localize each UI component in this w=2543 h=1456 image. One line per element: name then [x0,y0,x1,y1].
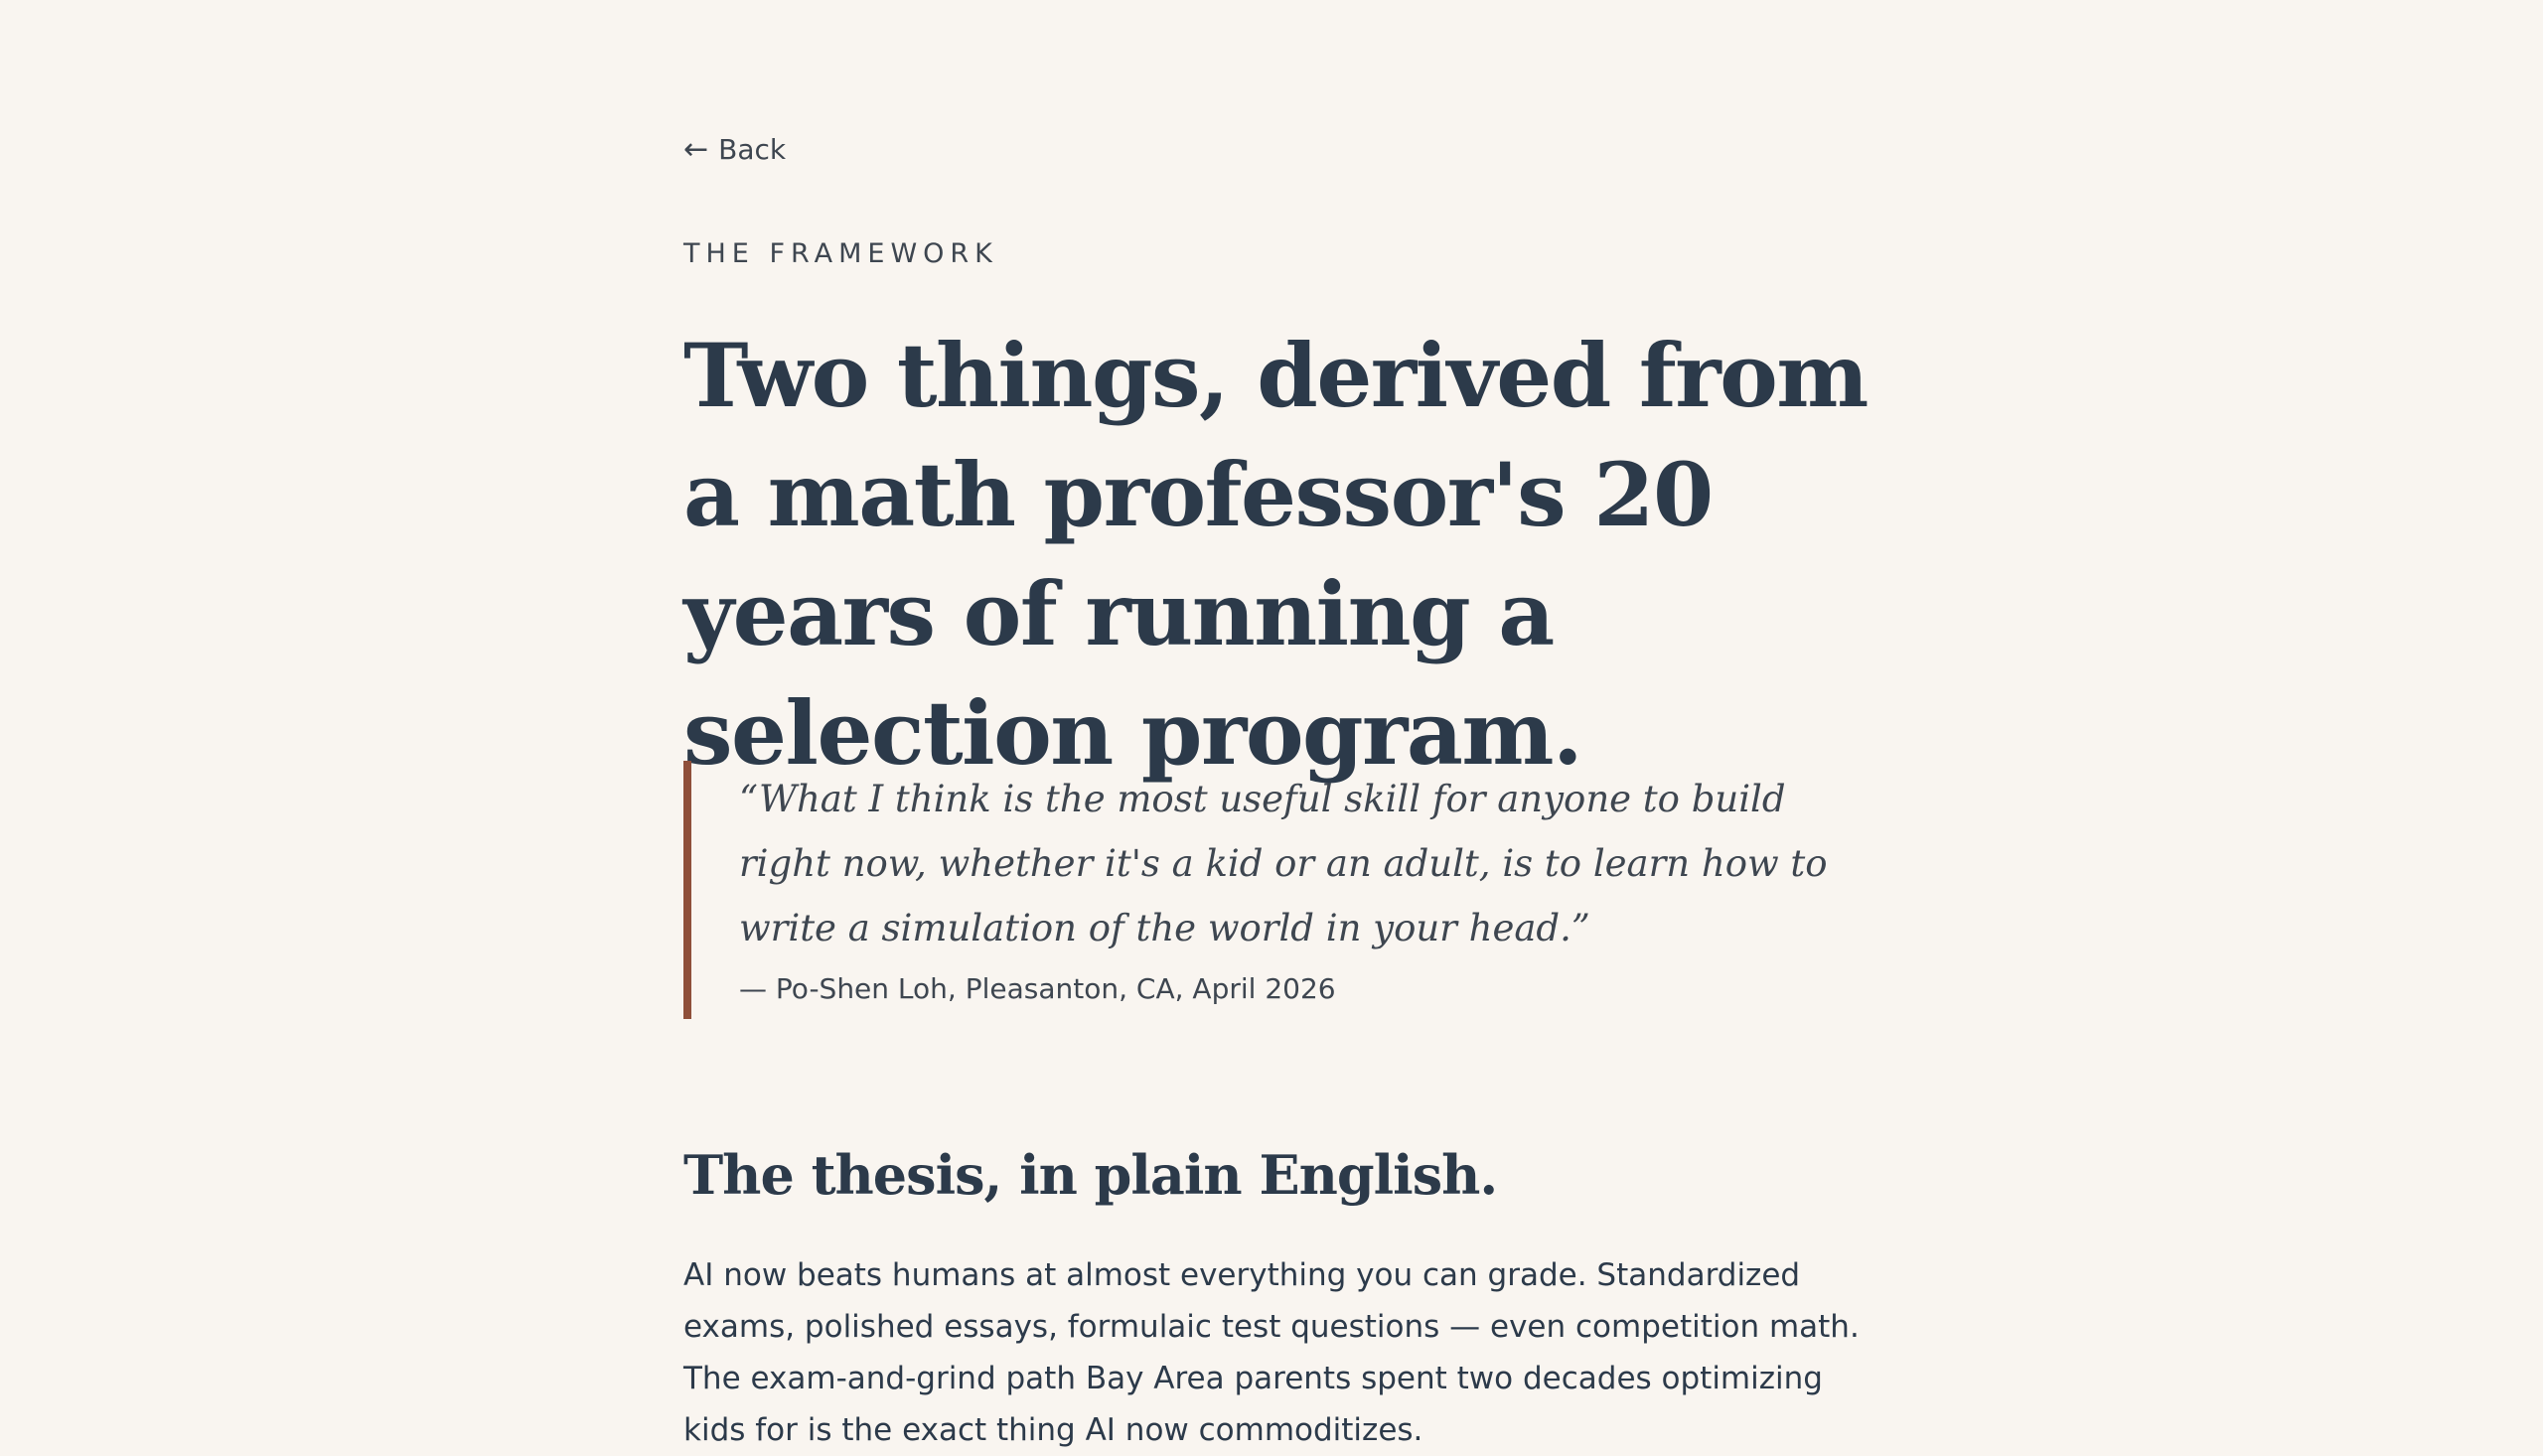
pull-quote [683,761,1860,1019]
thesis-heading: The thesis, in plain English. [683,1143,1498,1207]
thesis-body: AI now beats humans at almost everything you can grade. Standardized exams, polished essays, formulaic test questions — even competition math. The exam-and-grind path Bay Area parents spent two decades optimizing kids for is the exact thing AI now commoditizes. [683,1257,1860,1448]
back-link[interactable] [683,133,786,166]
quote-text: “What I think is the most useful skill for anyone to build right now, whether it's a kid or an adult, is to learn how to write a simulation of the world in your head.” [739,778,1828,949]
page-title: Two things, derived from a math professor's 20 years of running a selection program. [683,324,1868,785]
arrow-left-icon: ← [683,131,709,167]
back-label: Back [718,133,787,166]
quote-attribution: — Po-Shen Loh, Pleasanton, CA, April 2026 [739,972,1336,1005]
section-eyebrow: THE FRAMEWORK [683,238,998,269]
